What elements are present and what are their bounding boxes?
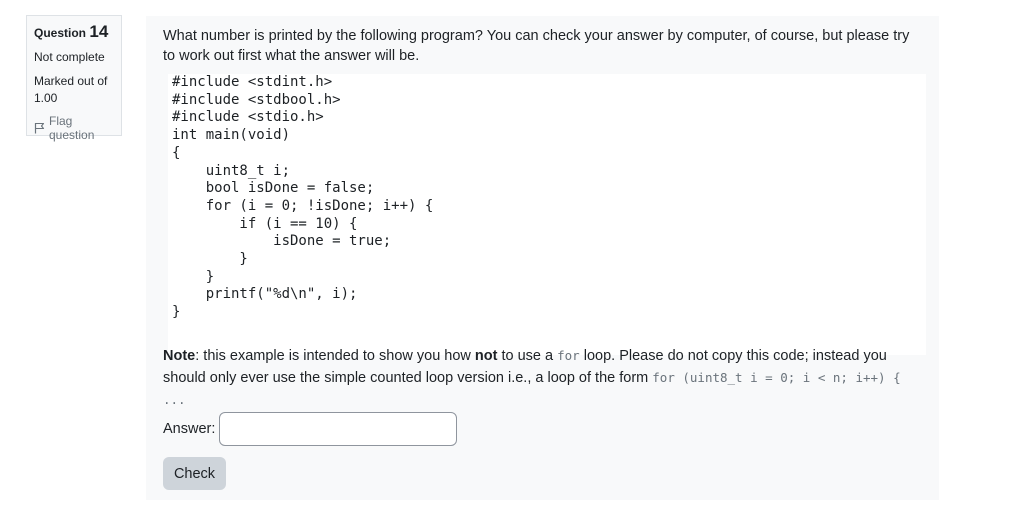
flag-question-label: Flag question	[49, 114, 95, 142]
question-number-heading	[34, 22, 114, 43]
note-bold-label: Note	[163, 348, 196, 364]
code-line: int main(void)	[172, 127, 291, 144]
code-line: if (i == 10) {	[172, 215, 358, 232]
code-line: isDone = true;	[172, 233, 392, 250]
flag-icon	[34, 122, 45, 134]
question-content	[146, 16, 939, 500]
question-text: What number is printed by the following program? You can check your answer by computer, of course, but please try to work out first what the answer will be.	[163, 28, 910, 64]
question-label: Question	[34, 26, 87, 40]
code-line: {	[172, 144, 181, 161]
note-bold-not: not	[474, 348, 498, 364]
question-state: Not complete	[34, 50, 105, 64]
code-line: #include <stdio.h>	[172, 109, 324, 126]
code-line: printf("%d\n", i);	[172, 286, 358, 303]
note-code-for: for	[557, 348, 580, 363]
check-button[interactable]: Check	[163, 457, 226, 490]
answer-input[interactable]	[219, 412, 457, 446]
code-line: uint8_t i;	[172, 162, 291, 179]
note-text: loop. Please do not copy this code; instead you should only ever use the simple counted loop version i.e., a loop of the form	[163, 348, 887, 386]
note-code-loop: for (uint8_t i = 0; i < n; i++) { ...	[163, 370, 901, 407]
answer-label: Answer:	[163, 421, 216, 437]
note-paragraph	[163, 345, 923, 411]
question-info-panel	[26, 15, 122, 142]
note-text: to use a	[497, 348, 558, 364]
flag-question-link[interactable]	[34, 114, 114, 142]
question-grade: Marked out of 1.00	[34, 74, 108, 105]
code-line: for (i = 0; !isDone; i++) {	[172, 197, 434, 214]
code-line: }	[172, 304, 181, 321]
answer-row	[163, 412, 457, 446]
note-text: : this example is intended to show you how	[195, 348, 475, 364]
code-line: }	[172, 268, 215, 285]
code-block	[168, 74, 926, 355]
code-line: #include <stdint.h>	[172, 74, 333, 90]
code-line: bool isDone = false;	[172, 180, 375, 197]
code-line: }	[172, 251, 248, 268]
question-number: 14	[89, 22, 109, 41]
code-line: #include <stdbool.h>	[172, 91, 341, 108]
